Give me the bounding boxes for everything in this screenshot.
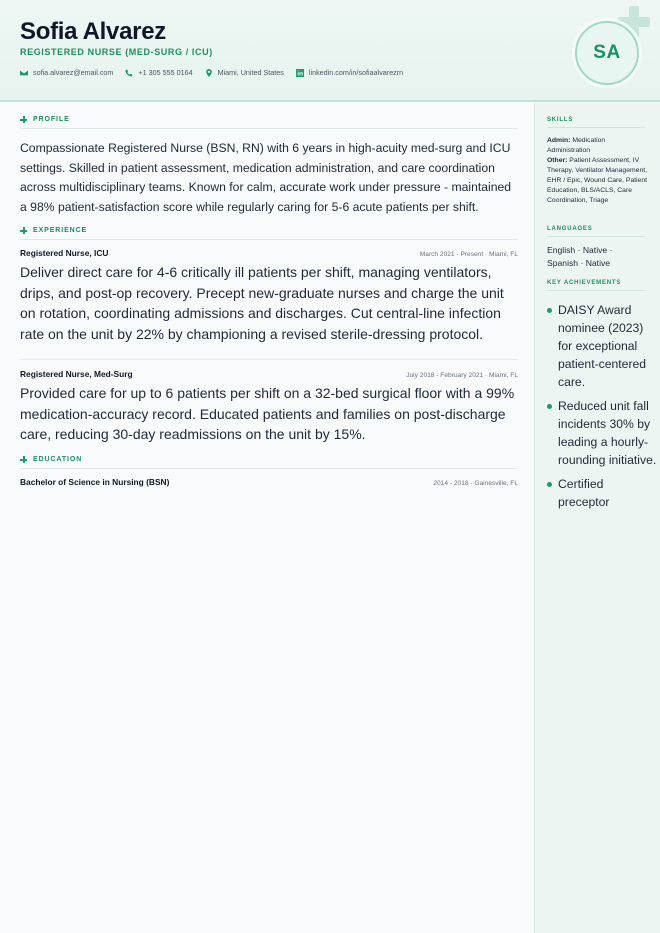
job-title: Registered Nurse, ICU [20, 248, 109, 258]
job-description: Deliver direct care for 4-6 critically ill patients per shift, managing ventilators, drips, and post-op recovery. Precept new-graduate nurses and charge the unit on rotation, coordinating admissions and discharges. Cut central-line infection rate on the unit by 22% by championing a revised sterile-dressing protocol. [20, 264, 504, 342]
language-item: Spanish · Native [547, 258, 611, 269]
skill-group [547, 156, 647, 206]
profile-section-heading [20, 116, 518, 129]
skill-label: Admin: [547, 137, 571, 144]
section-divider [20, 359, 518, 360]
skill-group [547, 136, 647, 156]
contact-bar [20, 68, 403, 77]
contact-email-text: sofia.alvarez@email.com [33, 68, 114, 77]
job-header [20, 369, 518, 379]
skills-heading: SKILLS [547, 117, 645, 128]
skill-text: Medication Administration [547, 137, 606, 154]
phone-icon [125, 69, 133, 77]
languages-heading: LANGUAGES [547, 226, 645, 237]
location-pin-icon [205, 69, 213, 77]
language-item: English · Native · [547, 245, 613, 255]
plus-icon [20, 116, 27, 123]
education-section-heading [20, 456, 518, 469]
contact-location [205, 68, 284, 77]
achievements-heading: KEY ACHIEVEMENTS [547, 280, 645, 291]
candidate-name: Sofia Alvarez [20, 18, 166, 45]
linkedin-icon [296, 69, 304, 77]
job-description: Provided care for up to 6 patients per shift on a 32-bed surgical floor with a 99% medication-accuracy record. Educated patients and families on post-discharge care, reducing 30-day readmissions on the unit by 15%. [20, 385, 515, 443]
achievement-item: DAISY Award nominee (2023) for exceptional patient-centered care. [547, 301, 657, 391]
skill-label: Other: [547, 157, 568, 164]
profile-heading-label: PROFILE [33, 116, 70, 123]
resume-header [0, 0, 660, 102]
contact-linkedin-text: linkedin.com/in/sofiaalvarezrn [308, 68, 404, 77]
experience-heading-label: EXPERIENCE [33, 227, 88, 234]
profile-summary: Compassionate Registered Nurse (BSN, RN) with 6 years in high-acuity med-surg and ICU settings. Skilled in patient assessment, medication administration, and care coordination across multidisciplinary teams. Known for calm, accurate work under pressure - maintained a 98% patient-satisfaction score while regularly caring for 5-6 acute patients per shift. [20, 141, 512, 214]
achievement-item: Certified preceptor [547, 475, 657, 511]
contact-location-text: Miami, United States [217, 68, 284, 77]
experience-section-heading [20, 227, 518, 240]
contact-email[interactable] [20, 68, 113, 77]
plus-icon [20, 456, 27, 463]
job-header [20, 248, 518, 258]
job-title: Registered Nurse, Med-Surg [20, 369, 133, 379]
job-meta: March 2021 - Present · Miami, FL [419, 251, 518, 258]
sidebar [534, 103, 660, 933]
contact-linkedin[interactable] [296, 68, 403, 77]
skills-list [547, 136, 647, 206]
achievements-list [547, 301, 657, 517]
languages-list [547, 244, 647, 271]
skill-text: Patient Assessment, IV Therapy, Ventilator Management, EHR / Epic, Wound Care, Patient Education, BLS/ACLS, Care Coordination, Triage [547, 157, 647, 204]
plus-icon [20, 227, 27, 234]
education-item [20, 477, 518, 487]
education-heading-label: EDUCATION [33, 456, 83, 463]
candidate-title: REGISTERED NURSE (MED-SURG / ICU) [20, 47, 213, 57]
job-meta: July 2018 - February 2021 · Miami, FL [406, 372, 518, 379]
mail-icon [20, 69, 28, 77]
degree-meta: 2014 - 2018 · Gainesville, FL [433, 480, 518, 487]
degree-title: Bachelor of Science in Nursing (BSN) [20, 477, 170, 487]
achievement-item: Reduced unit fall incidents 30% by leading a hourly-rounding initiative. [547, 397, 657, 469]
contact-phone[interactable] [125, 68, 192, 77]
contact-phone-text: +1 305 555 0164 [138, 68, 193, 77]
avatar-initials: SA [575, 21, 639, 85]
